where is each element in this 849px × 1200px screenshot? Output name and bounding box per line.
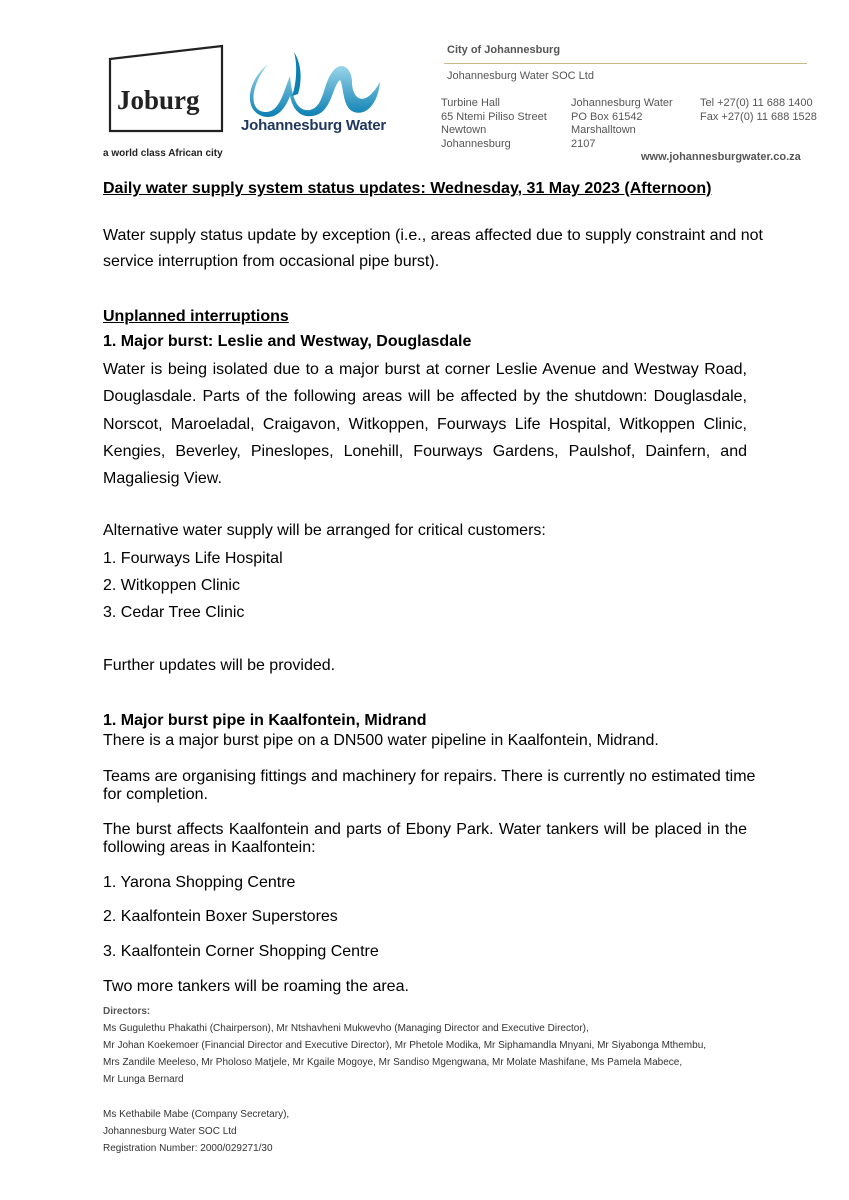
item2-heading: 1. Major burst pipe in Kaalfontein, Midrand bbox=[103, 712, 427, 729]
directors-label: Directors: bbox=[103, 1006, 151, 1017]
teams-paragraph bbox=[103, 767, 756, 786]
contact-tel: Tel +27(0) 11 688 1400 bbox=[700, 97, 813, 109]
alt-supply-item: 3. Cedar Tree Clinic bbox=[103, 604, 245, 621]
alt-supply-item: 1. Fourways Life Hospital bbox=[103, 550, 283, 567]
footer-company: Johannesburg Water SOC Ltd bbox=[103, 1126, 237, 1137]
address-line: Turbine Hall bbox=[441, 97, 500, 109]
address-line: Newtown bbox=[441, 124, 487, 136]
joburg-tagline: a world class African city bbox=[103, 148, 223, 159]
directors-line: Mr Lunga Bernard bbox=[103, 1074, 184, 1085]
further-updates: Further updates will be provided. bbox=[103, 657, 336, 674]
street-address bbox=[441, 97, 547, 151]
closing-statement: Two more tankers will be roaming the area. bbox=[103, 978, 409, 995]
company-name: Johannesburg Water SOC Ltd bbox=[447, 70, 594, 82]
item2-line: There is a major burst pipe on a DN500 water pipeline in Kaalfontein, Midrand. bbox=[103, 732, 659, 749]
johannesburg-water-name: Johannesburg Water bbox=[241, 117, 387, 134]
joburg-logo-text: Joburg bbox=[117, 85, 200, 115]
postal-line: PO Box 61542 bbox=[571, 110, 643, 123]
joburg-logo bbox=[104, 43, 224, 136]
postal-line: Marshalltown bbox=[571, 124, 636, 136]
affects-line: The burst affects Kaalfontein and parts of Ebony Park. Water tankers will be placed in the bbox=[103, 821, 747, 838]
directors-line: Mr Johan Koekemoer (Financial Director and Executive Director), Mr Phetole Modika, Mr Siphamandla Mnyani, Mr Siyabonga Mthembu, bbox=[103, 1040, 707, 1051]
registration-number: Registration Number: 2000/029271/30 bbox=[103, 1143, 273, 1154]
document-title: Daily water supply system status updates: Wednesday, 31 May 2023 (Afternoon) bbox=[103, 180, 712, 197]
intro-line: service interruption from occasional pipe burst). bbox=[103, 253, 440, 270]
intro-paragraph bbox=[103, 222, 763, 249]
item1-line: Norscot, Maroeladal, Craigavon, Witkoppen, Fourways Life Hospital, Witkoppen Clinic, bbox=[103, 415, 747, 433]
item1-line: Douglasdale. Parts of the following areas will be affected by the shutdown: Douglasdale, bbox=[103, 388, 747, 406]
tanker-location: 1. Yarona Shopping Centre bbox=[103, 874, 296, 891]
address-line: Johannesburg bbox=[441, 137, 511, 150]
directors-line: Ms Gugulethu Phakathi (Chairperson), Mr Ntshavheni Mukwevho (Managing Director and Executive Director), bbox=[103, 1023, 589, 1034]
website-link[interactable]: www.johannesburgwater.co.za bbox=[641, 151, 801, 163]
item1-heading: 1. Major burst: Leslie and Westway, Douglasdale bbox=[103, 333, 472, 350]
tanker-location: 3. Kaalfontein Corner Shopping Centre bbox=[103, 943, 379, 960]
contact-numbers bbox=[700, 97, 817, 124]
company-secretary: Ms Kethabile Mabe (Company Secretary), bbox=[103, 1109, 290, 1120]
affects-paragraph bbox=[103, 820, 747, 839]
intro-line: Water supply status update by exception (i.e., areas affected due to supply constraint and not bbox=[103, 227, 763, 244]
item1-paragraph bbox=[103, 356, 747, 466]
teams-line: Teams are organising fittings and machinery for repairs. There is currently no estimated time bbox=[103, 768, 756, 785]
alt-supply-item: 2. Witkoppen Clinic bbox=[103, 577, 240, 594]
city-name: City of Johannesburg bbox=[447, 44, 561, 56]
item1-line: Kengies, Beverley, Pineslopes, Lonehill, Fourways Gardens, Paulshof, Dainfern, and bbox=[103, 443, 747, 461]
directors-line: Mrs Zandile Meeleso, Mr Pholoso Matjele, Mr Kgaile Mogoye, Mr Sandiso Mgengwana, Mr Molate Mashifane, Ms Pamela Mabece, bbox=[103, 1057, 683, 1068]
section-heading: Unplanned interruptions bbox=[103, 308, 289, 325]
affects-line: following areas in Kaalfontein: bbox=[103, 839, 316, 856]
item1-line: Water is being isolated due to a major burst at corner Leslie Avenue and Westway Road, bbox=[103, 361, 747, 378]
contact-fax: Fax +27(0) 11 688 1528 bbox=[700, 110, 817, 123]
alt-supply-intro: Alternative water supply will be arranged for critical customers: bbox=[103, 522, 546, 539]
postal-line: 2107 bbox=[571, 137, 596, 150]
teams-line: for completion. bbox=[103, 786, 208, 803]
header-divider bbox=[444, 63, 807, 64]
postal-address bbox=[571, 97, 673, 151]
postal-line: Johannesburg Water bbox=[571, 97, 673, 109]
address-line: 65 Ntemi Piliso Street bbox=[441, 110, 547, 123]
item1-line: Magaliesig View. bbox=[103, 470, 222, 487]
tanker-location: 2. Kaalfontein Boxer Superstores bbox=[103, 908, 338, 925]
